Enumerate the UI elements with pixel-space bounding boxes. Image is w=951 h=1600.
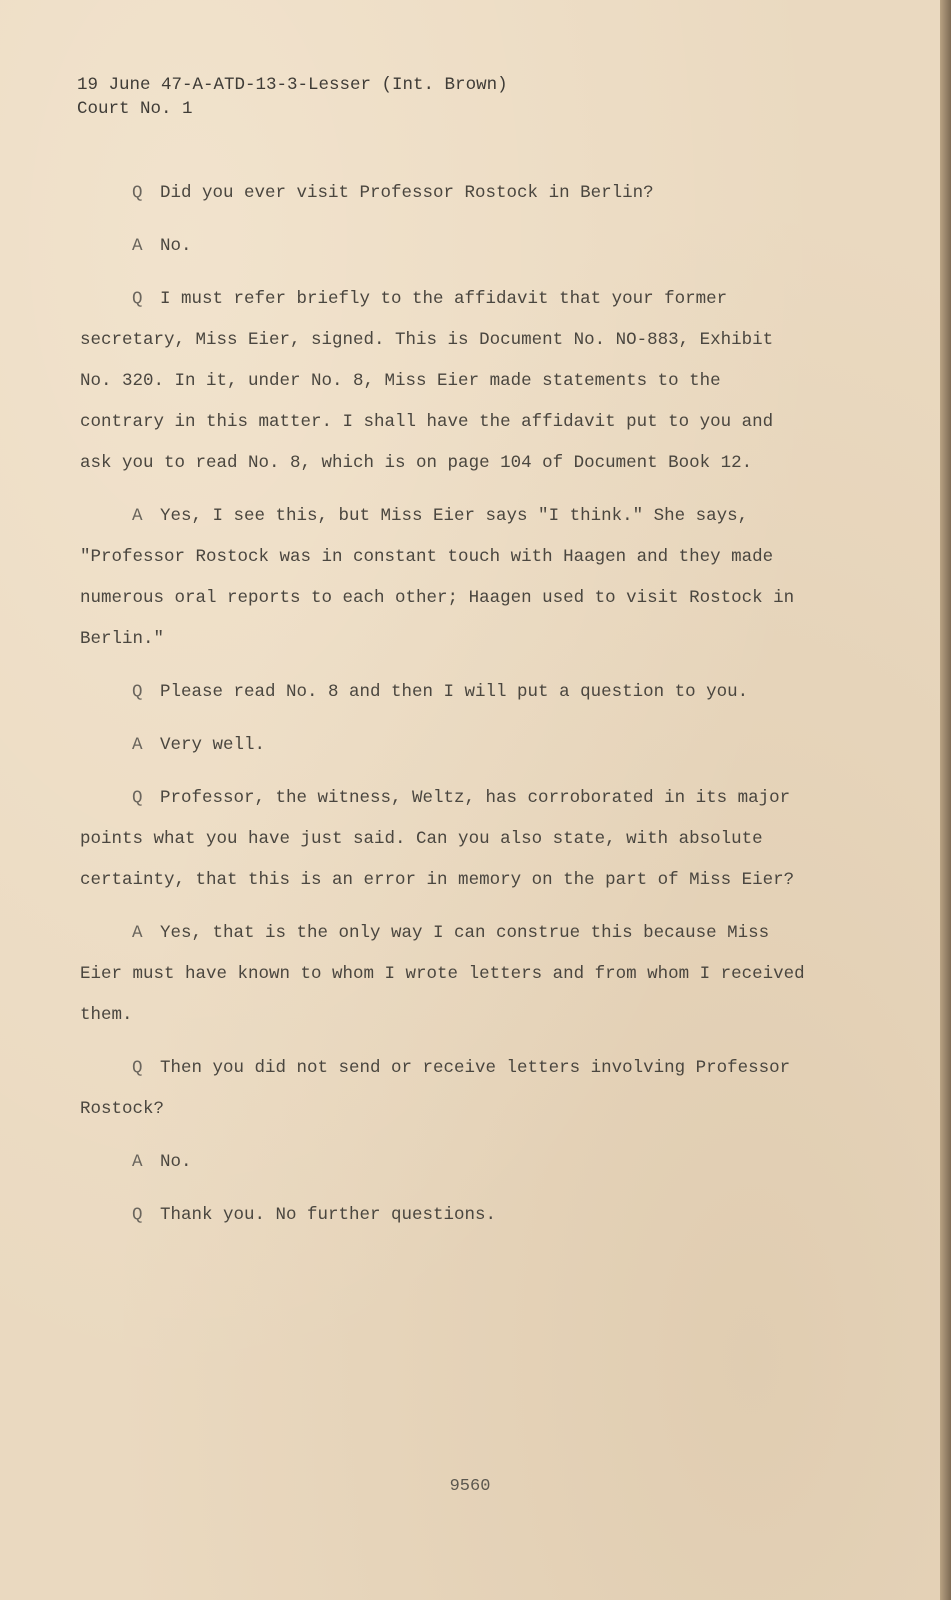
speaker-label: A bbox=[132, 1152, 143, 1172]
exchange-text: Yes, I see this, but Miss Eier says "I think." She says, "Professor Rostock was in constant touch with Haagen and they made numerous oral reports to each other; Haagen used to visit Rostock in Berlin." bbox=[80, 506, 795, 649]
exchange-answer bbox=[80, 226, 810, 267]
page-number: 9560 bbox=[449, 1477, 491, 1496]
exchange-text: Professor, the witness, Weltz, has corroborated in its major points what you have just said. Can you also state, with absolute certainty, that this is an error in memory on the part of Miss Eier? bbox=[80, 788, 795, 890]
exchange-text: Very well. bbox=[160, 735, 266, 755]
exchange-question bbox=[80, 1048, 810, 1130]
exchange-text: Did you ever visit Professor Rostock in Berlin? bbox=[160, 183, 654, 203]
speaker-label: Q bbox=[132, 183, 143, 203]
exchange-answer bbox=[80, 725, 810, 766]
transcript-body bbox=[80, 173, 810, 1248]
exchange-answer bbox=[80, 1142, 810, 1183]
exchange-text: Then you did not send or receive letters involving Professor Rostock? bbox=[80, 1058, 791, 1119]
speaker-label: Q bbox=[132, 788, 143, 808]
exchange-question bbox=[80, 778, 810, 901]
exchange-answer bbox=[80, 913, 810, 1036]
speaker-label: Q bbox=[132, 1058, 143, 1078]
exchange-text: Please read No. 8 and then I will put a question to you. bbox=[160, 682, 749, 702]
document-header bbox=[77, 73, 508, 121]
speaker-label: A bbox=[132, 236, 143, 256]
page-edge bbox=[940, 0, 951, 1600]
exchange-text: No. bbox=[160, 236, 192, 256]
speaker-label: Q bbox=[132, 289, 143, 309]
speaker-label: Q bbox=[132, 1205, 143, 1225]
exchange-text: Thank you. No further questions. bbox=[160, 1205, 497, 1225]
exchange-question bbox=[80, 1195, 810, 1236]
exchange-text: Yes, that is the only way I can construe this because Miss Eier must have known to whom I wrote letters and from whom I received them. bbox=[80, 923, 805, 1025]
exchange-question bbox=[80, 279, 810, 484]
exchange-answer bbox=[80, 496, 810, 660]
header-court-number: Court No. 1 bbox=[77, 99, 193, 119]
speaker-label: A bbox=[132, 506, 143, 526]
exchange-text: I must refer briefly to the affidavit that your former secretary, Miss Eier, signed. This is Document No. NO-883, Exhibit No. 320. In it, under No. 8, Miss Eier made statements to the contrary in this matter. I shall have the affidavit put to you and ask you to read No. 8, which is on page 104 of Document Book 12. bbox=[80, 289, 774, 473]
exchange-question bbox=[80, 672, 810, 713]
speaker-label: Q bbox=[132, 682, 143, 702]
header-date-reference: 19 June 47-A-ATD-13-3-Lesser (Int. Brown) bbox=[77, 75, 508, 95]
speaker-label: A bbox=[132, 735, 143, 755]
exchange-question bbox=[80, 173, 810, 214]
exchange-text: No. bbox=[160, 1152, 192, 1172]
speaker-label: A bbox=[132, 923, 143, 943]
